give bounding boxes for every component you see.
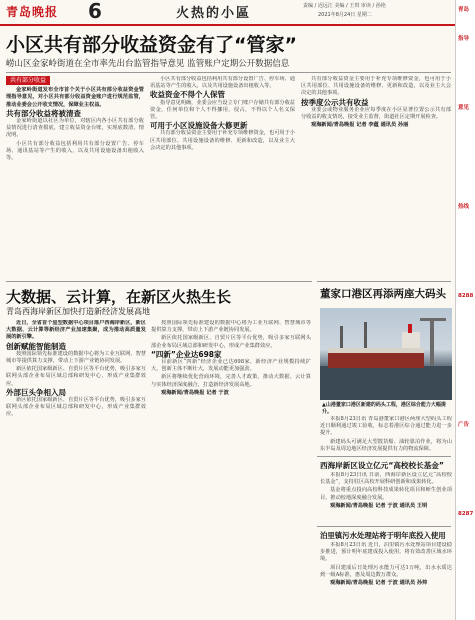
- article-subhead: 可用于小区设施设备大修更新: [150, 121, 248, 131]
- article-lead: 金家岭街道发布全市首个关于小区共有部分收益资金管理指导意见，对小区共有部分收益资金账户进行规范监管，推动业委会公开收支情况，保障业主权益。: [6, 87, 144, 108]
- article-paragraph: 新建码头可满足大型散货船、油轮靠泊作业，将为山东半岛及周边地区经济发展提供有力的物流保障。: [320, 438, 452, 452]
- article-paragraph: 新区依托国家级新区、自贸片区等平台优势，吸引多家互联网头部企业布局区域总部和研发中心，形成产业集群效应。: [6, 366, 146, 387]
- article-paragraph: 共有部分收益资金主要用于补充专项维修资金，也可用于小区共用部位、共用设施设备的维修、更新和改造，以及业主大会决定的其他事项。: [150, 130, 295, 151]
- article-paragraph: 基金将重点投向高校科技成果转化项目和师生创业项目，推动校地深度融合发展。: [320, 487, 452, 501]
- article-paragraph: 项目建成后日处理污水能力可达1万吨，出水水质达到一级A标准，惠及周边数万群众。: [320, 564, 452, 578]
- article-kicker: 共有部分收益: [6, 76, 50, 85]
- sidebar-item: 指导: [458, 36, 470, 42]
- article1-column-2: [150, 76, 295, 276]
- article2-column-2: [151, 320, 311, 614]
- article2-column-1: [6, 320, 146, 614]
- sidebar-item: 意见: [458, 105, 470, 111]
- article-paragraph: 按照国际领先标准建设的数据中心将为工业互联网、智慧城市等提供算力支撑，带动上下游产业链协同发展。: [151, 320, 311, 334]
- article4-body: [320, 472, 452, 522]
- article-paragraph: 小区共有部分收益包括利用共有部分设置广告、停车场、通讯基站等产生的收入，以及共用设施设备出租收入等。: [150, 76, 295, 90]
- photo-caption: ▲山港董家口港区新建的码头工程，港区综合能力大幅提升。: [322, 402, 446, 415]
- page-number: 6: [88, 0, 102, 23]
- article-subhead: 创新赋能智能制造: [6, 341, 66, 351]
- article-paragraph: 新区依托国家级新区、自贸片区等平台优势，吸引多家互联网头部企业布局区域总部和研发中心，形成产业集群效应。: [6, 397, 146, 418]
- divider: [6, 281, 312, 282]
- ship-illustration: [320, 308, 452, 400]
- article-byline: 观海新闻/青岛晚报 记者 于波: [161, 389, 229, 396]
- sidebar-item: 8288: [458, 293, 474, 299]
- article-paragraph: 本报8月23日讯 近日，泊里镇污水处理站项目建设稳步推进，预计明年底建成投入使用，将有效改善区域水环境。: [320, 542, 452, 563]
- article-paragraph: 小区共有部分收益包括利用共有部分设置广告、停车场、通讯基站等产生的收入，以及共用设施设备出租收入等。: [6, 140, 144, 162]
- divider: [317, 526, 451, 527]
- article1-column-3: [301, 76, 451, 276]
- article-subhead: 收益资金不得个人保管: [150, 90, 225, 100]
- article-subhead: 按季度公示共有收益: [301, 97, 369, 107]
- headline-article4[interactable]: 西海岸新区设立亿元“高校校长基金”: [320, 461, 444, 470]
- port-photo: [320, 308, 452, 400]
- divider: [6, 72, 451, 73]
- headline-article5[interactable]: 泊里镇污水处理站将于明年底投入使用: [320, 531, 446, 540]
- article-paragraph: 业委会或物业服务企业应每季度在小区显著位置公示共有部分收益的收支情况，接受业主监督，街道社区定期开展检查。: [301, 106, 451, 121]
- sidebar-item: 青岛: [458, 7, 470, 13]
- sidebar-item: 热线: [458, 204, 470, 210]
- headline-main[interactable]: 小区共有部分收益资金有了“管家”: [6, 34, 297, 56]
- sidebar-item: 广告: [458, 422, 470, 428]
- date-line: 2021年8月24日 星期二: [318, 12, 372, 18]
- adjacent-page-strip: [455, 0, 475, 620]
- article-paragraph: 金家岭街道以社区为单位，对辖区内各小区共有部分收益情况进行清查摸底，建立收益资金台账，实现底数清、情况明。: [6, 118, 144, 139]
- page-header: [0, 0, 475, 26]
- article-byline: 观海新闻/青岛晚报 记者 于波 通讯员 王明: [330, 502, 428, 509]
- article-paragraph: 本报8月23日讯 日前，西海岸新区设立亿元“高校校长基金”，支持驻区高校开展科研创新和成果转化。: [320, 472, 452, 486]
- divider: [317, 456, 451, 457]
- divider: [317, 281, 451, 282]
- article-paragraph: 本报8月23日讯 青岛港董家口港区两座大型码头工程近日顺利通过竣工验收，标志着港区综合通过能力进一步提升。: [320, 416, 452, 437]
- article-subhead: 共有部分收益将被清查: [6, 108, 81, 118]
- article-paragraph: 新区将继续优化营商环境，完善人才政策，推动大数据、云计算与实体经济深度融合，打造新经济发展高地。: [151, 374, 311, 388]
- section-title: 火热的小區: [176, 6, 252, 21]
- article1-column-1: [6, 76, 144, 276]
- article-paragraph: 目前新区“四新”经济企业已达698家，新经济产业规模持续扩大，创新主体不断壮大，发展动能更加强劲。: [151, 359, 311, 373]
- article3-body: [320, 416, 452, 454]
- article-paragraph: 新区依托国家级新区、自贸片区等平台优势，吸引多家互联网头部企业布局区域总部和研发中心，形成产业集群效应。: [151, 335, 311, 349]
- article-byline: 观海新闻/青岛晚报 记者 于波 通讯员 孙帅: [330, 580, 428, 587]
- sidebar-item: 8287: [458, 511, 474, 517]
- headline-article2[interactable]: 大数据、云计算，在新区火热生长: [6, 288, 232, 306]
- article-subhead: “四新”企业达698家: [151, 349, 222, 359]
- editor-line: 责编 / 迟远江 美编 / 王琪 审读 / 孙艳: [303, 3, 386, 9]
- article-paragraph: 按照国际领先标准建设的数据中心将为工业互联网、智慧城市等提供算力支撑，带动上下游产业链协同发展。: [6, 350, 146, 365]
- article5-body: [320, 542, 452, 616]
- headline-article3[interactable]: 董家口港区再添两座大码头: [320, 288, 446, 300]
- article-lead: 近日，全省首个星型数据中心项目落户西海岸新区，新区大数据、云计算等新经济产业加速集聚，成为推动高质量发展的新引擎。: [6, 320, 146, 341]
- subheadline-main: 崂山区金家岭街道在全市率先出台监管指导意见 监管账户定期公开数据信息: [6, 59, 290, 69]
- newspaper-logo: 青岛晚报: [6, 5, 59, 19]
- subheadline-article2: 青岛西海岸新区加快打造新经济发展高地: [6, 307, 150, 316]
- article-paragraph: 共有部分收益资金主要用于补充专项维修资金，也可用于小区共用部位、共用设施设备的维修、更新和改造，以及业主大会决定的其他事项。: [301, 76, 451, 97]
- article-paragraph: 指导意见明确，业委会应当设立专门账户存储共有部分收益资金，任何单位和个人不得挪用、侵占，不得以个人名义保管。: [150, 99, 295, 121]
- article-byline: 观海新闻/青岛晚报 记者 李蕴 通讯员 孙丽: [311, 122, 409, 129]
- article-subhead: 外部巨头争相入局: [6, 387, 66, 397]
